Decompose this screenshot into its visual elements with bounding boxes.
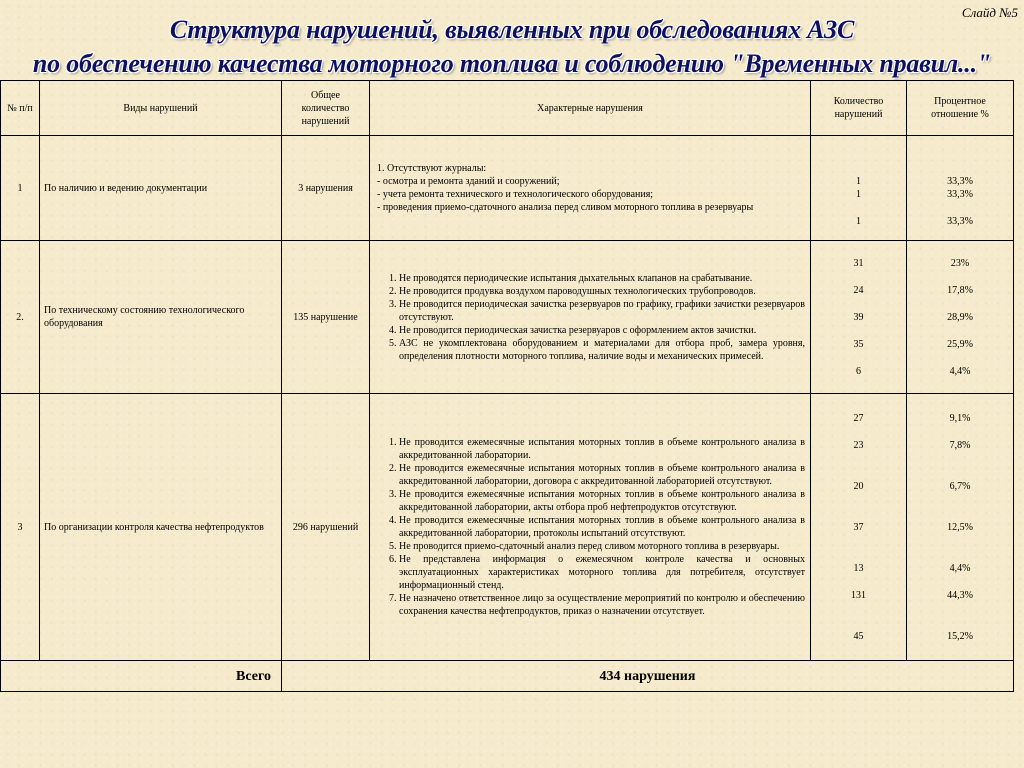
- percent-value: 25,9%: [947, 338, 973, 350]
- percent-value: 33,3%: [947, 175, 973, 187]
- percent-value: 12,5%: [947, 521, 973, 533]
- list-item: 3. Не проводится периодическая зачистка резервуаров по графику, графики зачистки резервуаров отсутствуют.: [399, 298, 805, 324]
- list-item: 6. Не представлена информация о ежемесячном контроле качества и основных эксплуатационных характеристиках моторного топлива для потребителя, отсутствует информационный стенд.: [399, 553, 805, 592]
- table-header-row: [1, 81, 1014, 136]
- description-lead: 1. Отсутствуют журналы:: [377, 163, 487, 174]
- count-value: 23: [853, 439, 864, 451]
- total-violations: 135 нарушение: [282, 241, 370, 394]
- page-title-line-2: по обеспечению качества моторного топлива и соблюдению "Временных правил...": [32, 49, 992, 78]
- list-item: 3. Не проводится ежемесячные испытания моторных топлив в объеме контрольного анализа в аккредитованной лаборатории, акты отбора проб нефтепродуктов отсутствуют.: [399, 488, 805, 514]
- percent-value: 23%: [950, 257, 970, 269]
- percent-value: 7,8%: [949, 439, 971, 451]
- percent-value: 28,9%: [947, 311, 973, 323]
- list-item: 5. АЗС не укомплектована оборудованием и материалами для отбора проб, замера уровня, определения плотности моторного топлива, наличие воды и механических примесей.: [399, 337, 805, 363]
- violation-counts: [811, 136, 907, 241]
- violations-table: [0, 80, 1014, 692]
- count-value: 45: [853, 630, 864, 642]
- list-item: 2. Не проводится ежемесячные испытания моторных топлив в объеме контрольного анализа в аккредитованной лаборатории, договора с аккредитованной лабораторией отсутствуют.: [399, 462, 805, 488]
- header-description: Характерные нарушения: [370, 81, 811, 136]
- header-num: № п/п: [1, 81, 40, 136]
- violation-description: [370, 136, 811, 241]
- violation-description: [370, 394, 811, 661]
- count-value: 37: [853, 521, 864, 533]
- violation-type: По наличию и ведению документации: [40, 136, 282, 241]
- row-number: 2.: [1, 241, 40, 394]
- slide-number: Слайд №5: [961, 5, 1018, 20]
- percent-value: 4,4%: [949, 365, 971, 377]
- percent-value: 33,3%: [947, 215, 973, 227]
- count-value: 24: [853, 284, 864, 296]
- count-value: 1: [856, 175, 861, 187]
- violation-type: По организации контроля качества нефтепродуктов: [40, 394, 282, 661]
- count-value: 20: [853, 480, 864, 492]
- total-violations: 3 нарушения: [282, 136, 370, 241]
- header-total: Общее количество нарушений: [282, 81, 370, 136]
- count-value: 35: [853, 338, 864, 350]
- description-line: - проведения приемо-сдаточного анализа перед сливом моторного топлива в резервуары: [377, 202, 754, 213]
- violation-percents: [907, 136, 1014, 241]
- count-value: 131: [851, 589, 866, 601]
- row-number: 1: [1, 136, 40, 241]
- violation-list: [377, 272, 805, 363]
- count-value: 6: [856, 365, 861, 377]
- description-line: - учета ремонта технического и технологического оборудования;: [377, 189, 654, 200]
- header-violation-type: Виды нарушений: [40, 81, 282, 136]
- violation-percents: [907, 394, 1014, 661]
- percent-value: 15,2%: [947, 630, 973, 642]
- count-value: 13: [853, 562, 864, 574]
- count-value: 31: [853, 257, 864, 269]
- list-item: 1. Не проводятся периодические испытания дыхательных клапанов на срабатывание.: [399, 272, 805, 285]
- percent-value: 33,3%: [947, 188, 973, 200]
- violation-counts: [811, 394, 907, 661]
- list-item: 7. Не назначено ответственное лицо за осуществление мероприятий по контролю и обеспечению сохранения качества нефтепродуктов, приказ о назначении отсутствует.: [399, 592, 805, 618]
- list-item: 4. Не проводится периодическая зачистка резервуаров с оформлением актов зачистки.: [399, 324, 805, 337]
- table-row: [1, 394, 1014, 661]
- count-value: 1: [856, 188, 861, 200]
- percent-value: 17,8%: [947, 284, 973, 296]
- row-number: 3: [1, 394, 40, 661]
- violation-percents: [907, 241, 1014, 394]
- violation-list: [377, 436, 805, 618]
- percent-value: 6,7%: [949, 480, 971, 492]
- violation-type: По техническому состоянию технологического оборудования: [40, 241, 282, 394]
- list-item: 2. Не проводится продувка воздухом пароводушных технологических трубопроводов.: [399, 285, 805, 298]
- page-title-line-1: Структура нарушений, выявленных при обследованиях АЗС: [169, 15, 855, 44]
- violation-description: [370, 241, 811, 394]
- percent-value: 44,3%: [947, 589, 973, 601]
- total-row: [1, 661, 1014, 692]
- count-value: 39: [853, 311, 864, 323]
- violation-counts: [811, 241, 907, 394]
- percent-value: 4,4%: [949, 562, 971, 574]
- list-item: 1. Не проводится ежемесячные испытания моторных топлив в объеме контрольного анализа в аккредитованной лаборатории.: [399, 436, 805, 462]
- header-percent: Процентное отношение %: [907, 81, 1014, 136]
- list-item: 5. Не проводится приемо-сдаточный анализ перед сливом моторного топлива в резервуары.: [399, 540, 805, 553]
- description-line: - осмотра и ремонта зданий и сооружений;: [377, 176, 560, 187]
- header-count: Количество нарушений: [811, 81, 907, 136]
- count-value: 27: [853, 412, 864, 424]
- list-item: 4. Не проводится ежемесячные испытания моторных топлив в объеме контрольного анализа в аккредитованной лаборатории, протоколы испытаний отсутствуют.: [399, 514, 805, 540]
- total-violations: 296 нарушений: [282, 394, 370, 661]
- total-label: Всего: [1, 661, 282, 692]
- table-row: [1, 241, 1014, 394]
- percent-value: 9,1%: [949, 412, 971, 424]
- table-row: [1, 136, 1014, 241]
- total-value: 434 нарушения: [282, 661, 1014, 692]
- count-value: 1: [856, 215, 861, 227]
